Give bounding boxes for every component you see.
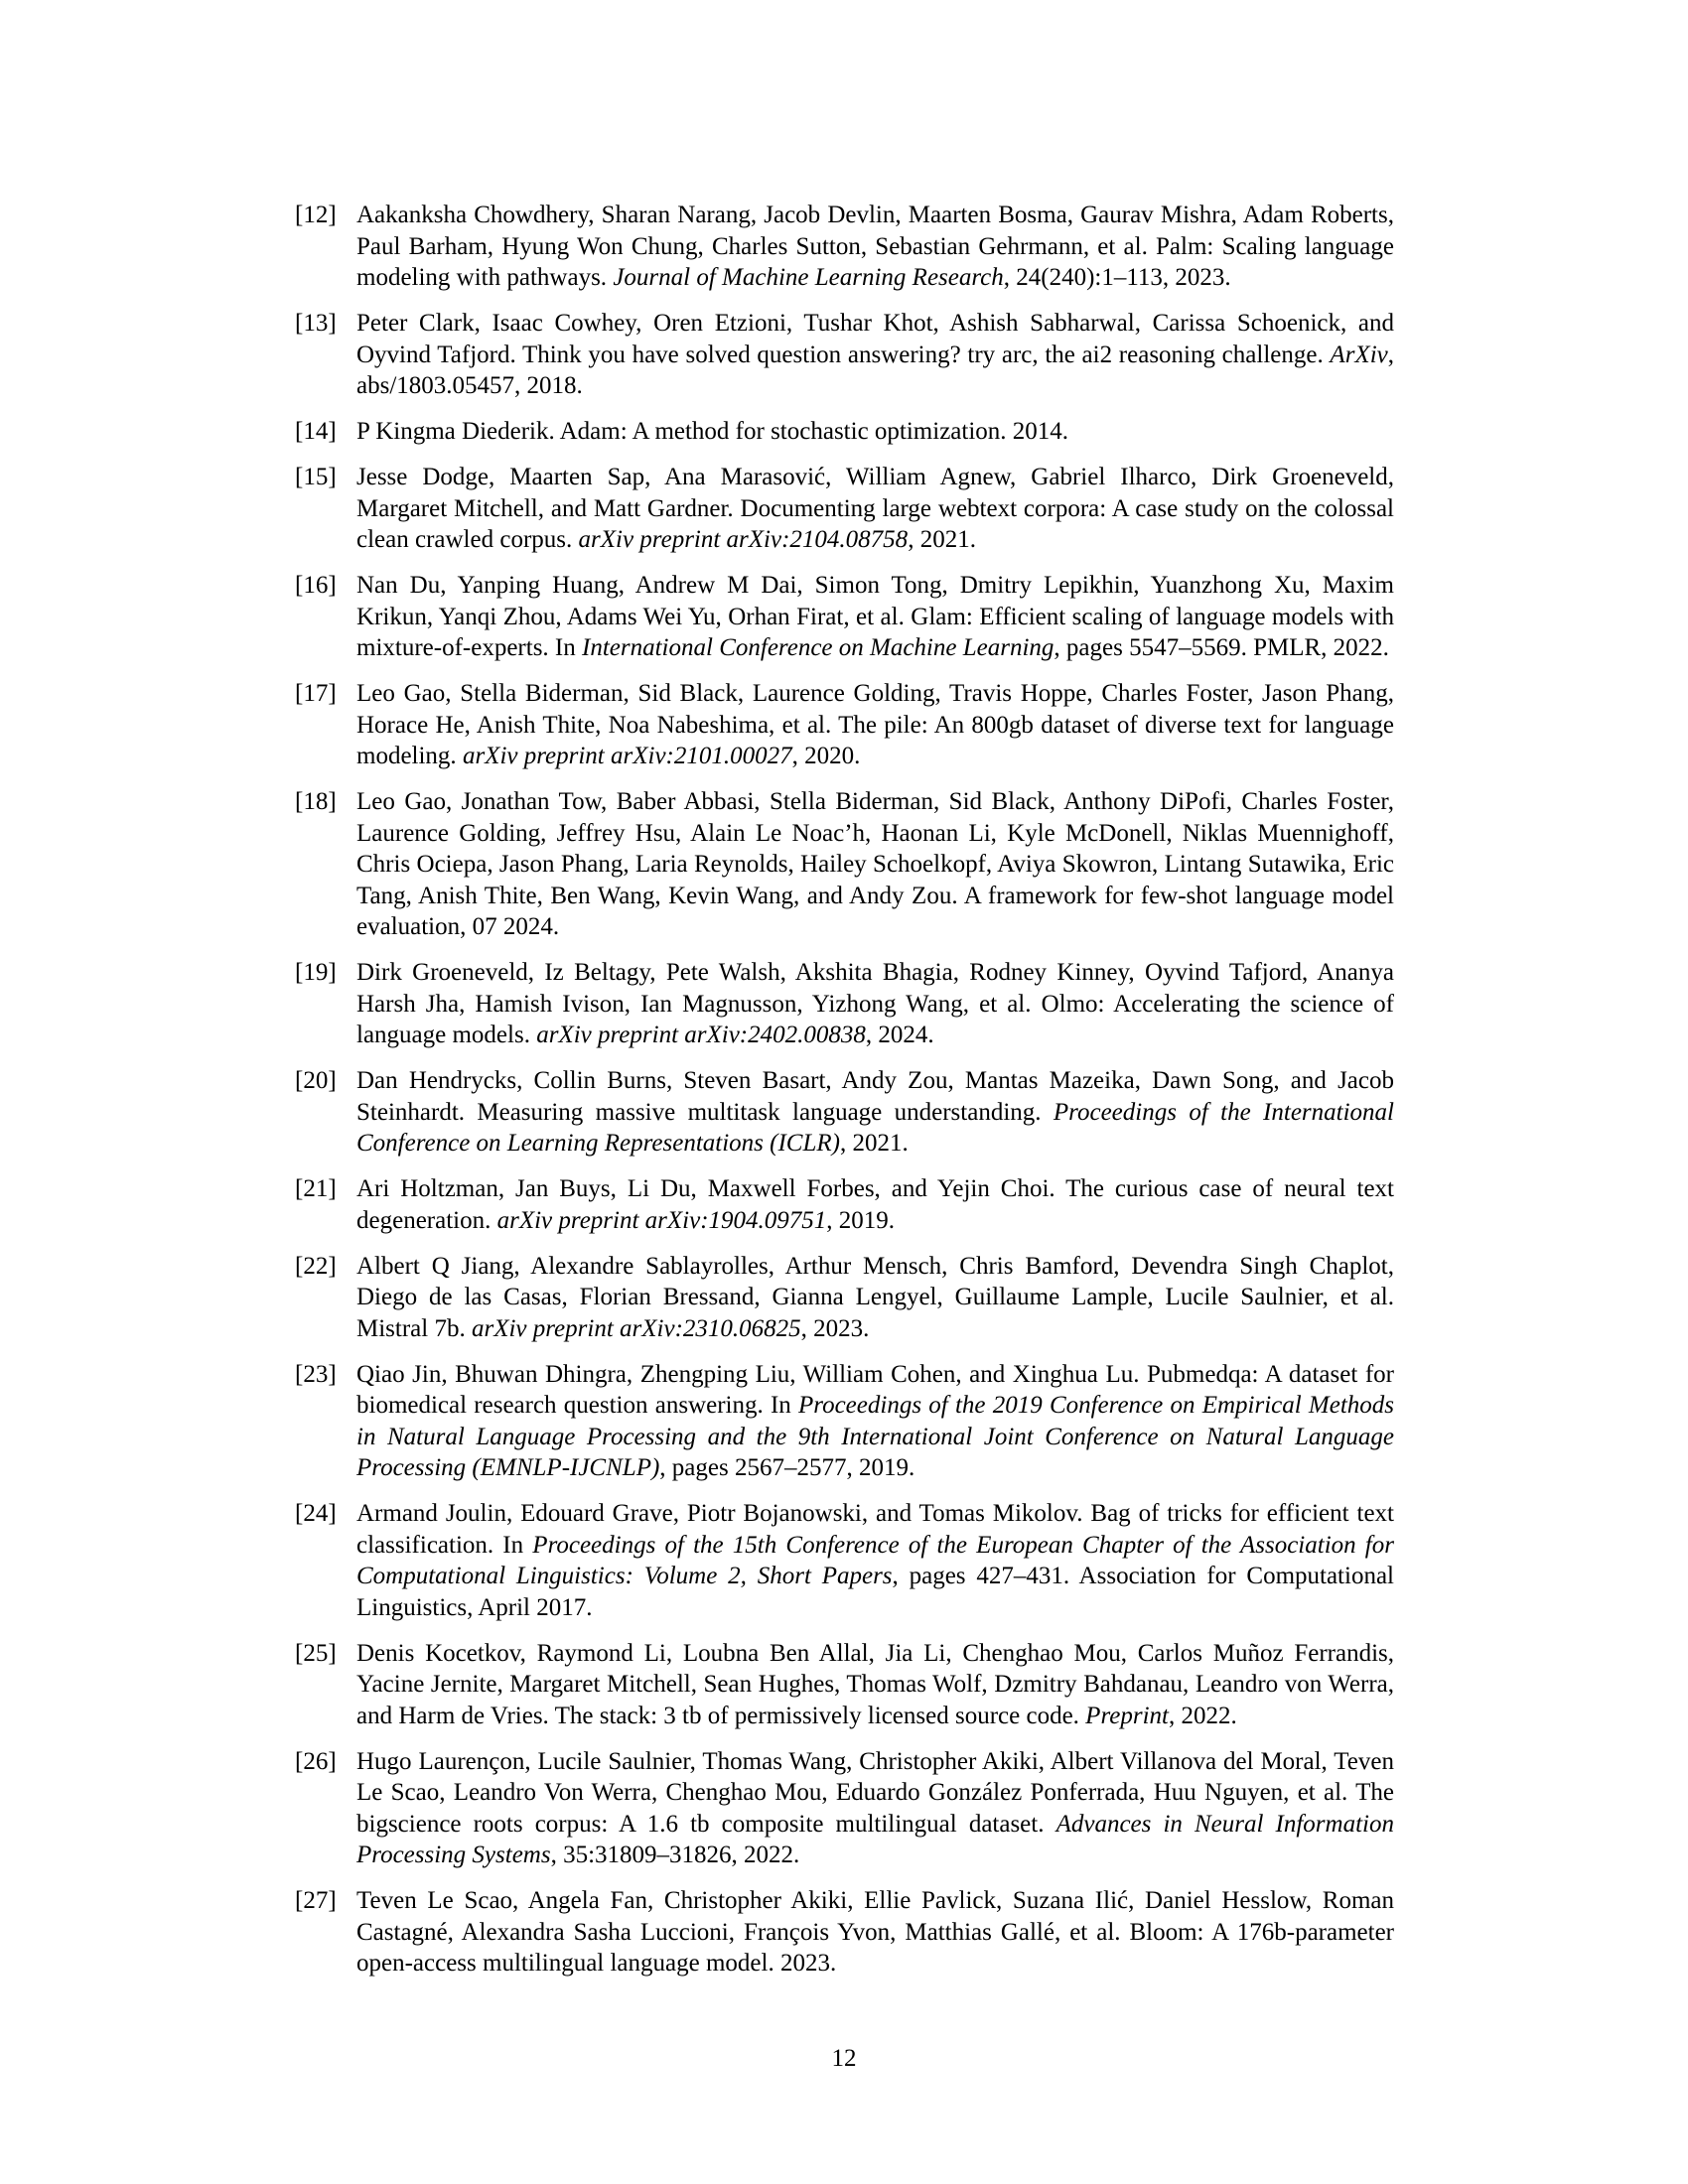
reference-segment: , 2023. (800, 1314, 870, 1342)
reference-entry (295, 462, 1394, 556)
reference-entry (295, 957, 1394, 1051)
reference-segment: , pages 427–431. Association for Computational Linguistics, April 2017. (356, 1563, 1394, 1621)
reference-venue: Advances in Neural Information Processing Systems (356, 1810, 1394, 1868)
reference-entry (295, 1359, 1394, 1484)
reference-text (356, 957, 1394, 1051)
reference-venue: arXiv preprint arXiv:1904.09751 (496, 1206, 827, 1234)
reference-segment: Aakanksha Chowdhery, Sharan Narang, Jacob Devlin, Maarten Bosma, Gaurav Mishra, Adam Roberts, Paul Barham, Hyung Won Chung, Charles Sutton, Sebastian Gehrmann, et al. Palm: Scaling language modeling with pathways. (356, 202, 1394, 291)
reference-entry (295, 1746, 1394, 1871)
reference-entry (295, 786, 1394, 943)
reference-venue: arXiv preprint arXiv:2104.08758 (578, 526, 909, 553)
reference-venue: arXiv preprint arXiv:2101.00027 (462, 743, 792, 769)
reference-segment: , 24(240):1–113, 2023. (1003, 264, 1231, 291)
reference-segment: , 2021. (908, 526, 976, 553)
reference-number: [22] (295, 1252, 337, 1280)
reference-venue: Proceedings of the 2019 Conference on Empirical Methods in Natural Language Processing and the 9th International Joint Conference on Natural Language Processing (EMNLP-IJCNLP) (356, 1392, 1395, 1481)
reference-entry (295, 1065, 1394, 1160)
reference-text (356, 1885, 1394, 1979)
reference-segment: , pages 2567–2577, 2019. (659, 1454, 915, 1481)
reference-segment: Teven Le Scao, Angela Fan, Christopher Akiki, Ellie Pavlick, Suzana Ilić, Daniel Hesslow, Roman Castagné, Alexandra Sasha Luccioni, François Yvon, Matthias Gallé, et al. Bloom: A 176b-parameter open-access multilingual language model. 2023. (356, 1887, 1394, 1977)
reference-venue: Proceedings of the International Conference on Learning Representations (ICLR) (356, 1098, 1394, 1157)
reference-segment: , 2020. (791, 743, 861, 769)
reference-segment: , 35:31809–31826, 2022. (550, 1842, 800, 1868)
reference-number: [15] (295, 464, 337, 490)
reference-text (356, 1498, 1394, 1623)
reference-entry (295, 1885, 1394, 1979)
reference-text (356, 416, 1394, 448)
reference-number: [23] (295, 1360, 337, 1388)
reference-number: [25] (295, 1639, 337, 1667)
reference-entry (295, 678, 1394, 772)
reference-number: [18] (295, 788, 337, 815)
reference-text (356, 1251, 1394, 1345)
reference-segment: Denis Kocetkov, Raymond Li, Loubna Ben Allal, Jia Li, Chenghao Mou, Carlos Muñoz Ferrandis, Yacine Jernite, Margaret Mitchell, Sean Hughes, Thomas Wolf, Dzmitry Bahdanau, Leandro von Werra, and Harm de Vries. The stack: 3 tb of permissively licensed source code. (356, 1639, 1394, 1729)
reference-number: [17] (295, 680, 337, 707)
reference-text (356, 1173, 1394, 1236)
reference-text (356, 1746, 1394, 1871)
reference-text (356, 678, 1394, 772)
reference-number: [24] (295, 1500, 337, 1527)
reference-entry (295, 1173, 1394, 1236)
reference-text (356, 462, 1394, 556)
reference-text (356, 200, 1394, 294)
reference-text (356, 1638, 1394, 1732)
reference-segment: , 2024. (865, 1022, 934, 1048)
reference-number: [12] (295, 202, 337, 228)
reference-venue: Journal of Machine Learning Research (613, 264, 1004, 291)
reference-segment: Dan Hendrycks, Collin Burns, Steven Basart, Andy Zou, Mantas Mazeika, Dawn Song, and Jacob Steinhardt. Measuring massive multitask language understanding. (356, 1067, 1394, 1126)
reference-venue: Proceedings of the 15th Conference of the European Chapter of the Association for Computational Linguistics: Volume 2, Short Papers (356, 1531, 1394, 1589)
reference-venue: International Conference on Machine Learning (582, 634, 1055, 661)
reference-entry (295, 570, 1394, 664)
reference-segment: , pages 5547–5569. PMLR, 2022. (1054, 634, 1389, 661)
reference-segment: Peter Clark, Isaac Cowhey, Oren Etzioni, Tushar Khot, Ashish Sabharwal, Carissa Schoenick, and Oyvind Tafjord. Think you have solved question answering? try arc, the ai2 reasoning challenge. (356, 310, 1394, 368)
reference-segment: P Kingma Diederik. Adam: A method for stochastic optimization. 2014. (356, 418, 1069, 445)
reference-segment: , abs/1803.05457, 2018. (356, 341, 1394, 399)
reference-segment: , 2019. (826, 1206, 896, 1234)
page-number: 12 (831, 2045, 857, 2072)
reference-entry (295, 416, 1394, 448)
reference-segment: Qiao Jin, Bhuwan Dhingra, Zhengping Liu, William Cohen, and Xinghua Lu. Pubmedqa: A dataset for biomedical research question answering. In (356, 1360, 1394, 1419)
reference-number: [21] (295, 1175, 337, 1202)
reference-segment: Leo Gao, Jonathan Tow, Baber Abbasi, Stella Biderman, Sid Black, Anthony DiPofi, Charles Foster, Laurence Golding, Jeffrey Hsu, Alain Le Noac’h, Haonan Li, Kyle McDonell, Niklas Muennighoff, Chris Ociepa, Jason Phang, Laria Reynolds, Hailey Schoelkopf, Aviya Skowron, Lintang Sutawika, Eric Tang, Anish Thite, Ben Wang, Kevin Wang, and Andy Zou. A framework for few-shot language model evaluation, 07 2024. (356, 788, 1394, 940)
reference-segment: , 2022. (1168, 1702, 1237, 1729)
reference-number: [26] (295, 1747, 337, 1775)
reference-venue: Preprint (1085, 1702, 1169, 1729)
reference-segment: Ari Holtzman, Jan Buys, Li Du, Maxwell Forbes, and Yejin Choi. The curious case of neural text degeneration. (356, 1175, 1394, 1234)
reference-segment: Albert Q Jiang, Alexandre Sablayrolles, Arthur Mensch, Chris Bamford, Devendra Singh Chaplot, Diego de las Casas, Florian Bressand, Gianna Lengyel, Guillaume Lample, Lucile Saulnier, et al. Mistral 7b. (356, 1252, 1394, 1342)
reference-segment: Nan Du, Yanping Huang, Andrew M Dai, Simon Tong, Dmitry Lepikhin, Yuanzhong Xu, Maxim Krikun, Yanqi Zhou, Adams Wei Yu, Orhan Firat, et al. Glam: Efficient scaling of language models with mixture-of-experts. In (356, 572, 1394, 661)
reference-segment: , 2021. (839, 1130, 909, 1157)
reference-entry (295, 1638, 1394, 1732)
reference-text (356, 308, 1394, 402)
reference-text (356, 570, 1394, 664)
reference-number: [19] (295, 959, 337, 986)
reference-segment: Dirk Groeneveld, Iz Beltagy, Pete Walsh, Akshita Bhagia, Rodney Kinney, Oyvind Tafjord, Ananya Harsh Jha, Hamish Ivison, Ian Magnusson, Yizhong Wang, et al. Olmo: Accelerating the science of language models. (356, 959, 1394, 1048)
reference-segment: Jesse Dodge, Maarten Sap, Ana Marasović, William Agnew, Gabriel Ilharco, Dirk Groeneveld, Margaret Mitchell, and Matt Gardner. Documenting large webtext corpora: A case study on the colossal clean crawled corpus. (356, 464, 1394, 553)
reference-list (295, 200, 1394, 1993)
reference-entry (295, 1251, 1394, 1345)
reference-number: [13] (295, 310, 337, 337)
reference-number: [14] (295, 418, 337, 445)
reference-number: [20] (295, 1067, 337, 1094)
reference-entry (295, 1498, 1394, 1623)
reference-segment: Hugo Laurençon, Lucile Saulnier, Thomas Wang, Christopher Akiki, Albert Villanova del Moral, Teven Le Scao, Leandro Von Werra, Chenghao Mou, Eduardo González Ponferrada, Huu Nguyen, et al. The bigscience roots corpus: A 1.6 tb composite multilingual dataset. (356, 1747, 1394, 1838)
reference-segment: Armand Joulin, Edouard Grave, Piotr Bojanowski, and Tomas Mikolov. Bag of tricks for efficient text classification. In (356, 1500, 1394, 1559)
reference-venue: arXiv preprint arXiv:2402.00838 (536, 1022, 866, 1048)
reference-number: [27] (295, 1887, 337, 1914)
reference-entry (295, 308, 1394, 402)
reference-number: [16] (295, 572, 337, 599)
reference-segment: Leo Gao, Stella Biderman, Sid Black, Laurence Golding, Travis Hoppe, Charles Foster, Jason Phang, Horace He, Anish Thite, Noa Nabeshima, et al. The pile: An 800gb dataset of diverse text for language modeling. (356, 680, 1394, 769)
reference-venue: ArXiv (1330, 341, 1388, 368)
reference-venue: arXiv preprint arXiv:2310.06825 (471, 1314, 801, 1342)
reference-text (356, 786, 1394, 943)
reference-text (356, 1359, 1394, 1484)
reference-entry (295, 200, 1394, 294)
reference-text (356, 1065, 1394, 1160)
